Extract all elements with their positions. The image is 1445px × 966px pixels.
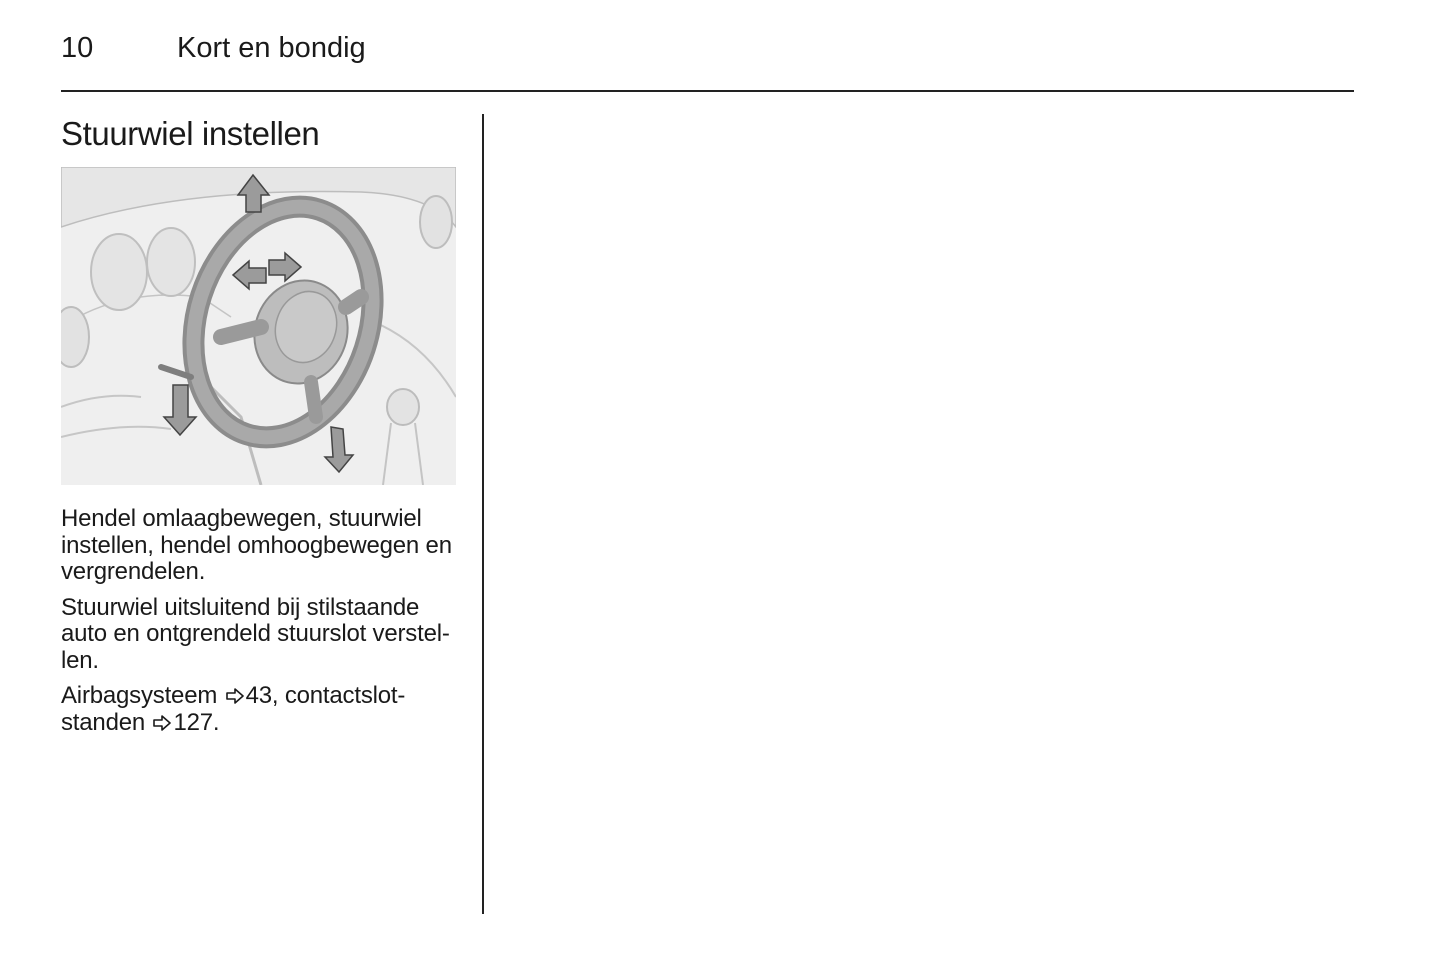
paragraph-adjust-warning: Stuurwiel uitsluitend bij stilstaande auto en ontgrendeld stuurslot verstel-len. [61, 593, 450, 674]
section-title: Kort en bondig [177, 32, 366, 64]
left-column [61, 112, 459, 736]
paragraph-lever-instructions: Hendel omlaagbewegen, stuurwiel instellen, hendel omhoogbewegen en vergrendelen. [61, 505, 452, 585]
page-reference-arrow-icon [226, 688, 244, 704]
steering-wheel-illustration [61, 167, 456, 485]
page-reference-arrow-icon [153, 715, 171, 731]
body-text [61, 506, 461, 745]
ignition-reference-label: standen [61, 708, 146, 736]
header-rule [61, 90, 1354, 92]
page-number: 10 [61, 32, 94, 64]
page-header [61, 28, 1353, 68]
airbag-reference-link[interactable]: 43, contactslot- [245, 682, 406, 709]
airbag-reference-label: Airbagsysteem [61, 682, 218, 709]
section-heading: Stuurwiel instellen [61, 115, 320, 152]
steering-wheel-adjustment-icon [61, 167, 456, 485]
paragraph-references [61, 683, 461, 736]
ignition-reference-link[interactable]: 127. [173, 708, 220, 736]
column-divider [482, 114, 484, 914]
